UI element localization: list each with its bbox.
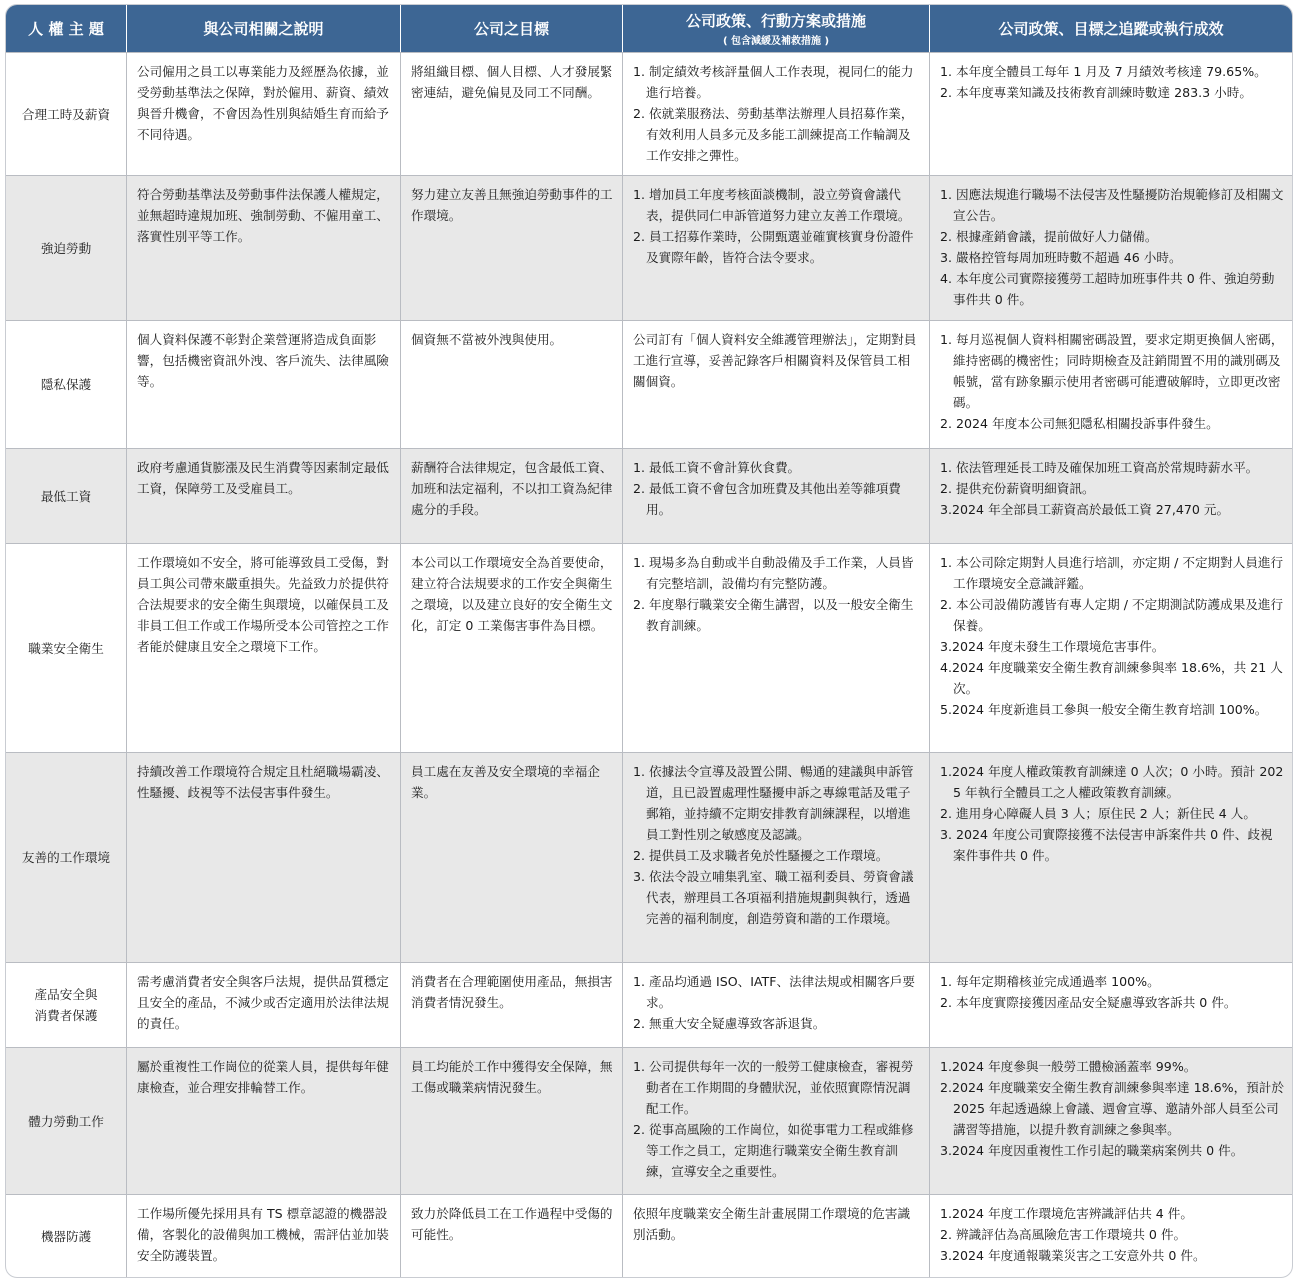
results-item: 1.2024 年度工作環境危害辨識評估共 4 件。 [940,1206,1193,1221]
header-topic: 人 權 主 題 [6,5,126,52]
results-item: 2. 本年度專業知識及技術教育訓練時數達 283.3 小時。 [940,85,1252,100]
goal-cell: 消費者在合理範圍使用產品，無損害消費者情況發生。 [400,962,622,1047]
goal-cell: 將組織目標、個人目標、人才發展緊密連結，避免偏見及同工不同酬。 [400,52,622,175]
topic-label: 機器防護 [40,1228,92,1244]
results-cell [929,1047,1292,1194]
results-item: 2. 根據產銷會議，提前做好人力儲備。 [940,229,1158,244]
results-item: 3.2024 年度未發生工作環境危害事件。 [940,639,1165,654]
policy-list [633,1203,921,1245]
goal-cell: 薪酬符合法律規定，包含最低工資、加班和法定福利，不以扣工資為紀律處分的手段。 [400,448,622,543]
results-item: 1.2024 年度人權政策教育訓練達 0 人次；0 小時。預計 2025 年執行全體員工之人權政策教育訓練。 [940,764,1284,800]
policy-list [633,1056,921,1182]
policy-cell [622,543,929,752]
header-policy-subtitle: ( 包含減緩及補救措施 ) [722,36,830,47]
goal-cell: 員工處在友善及安全環境的幸福企業。 [400,752,622,962]
policy-item: 1. 最低工資不會計算伙食費。 [633,460,801,475]
policy-list [633,971,921,1034]
topic-cell [6,543,126,752]
results-list [940,552,1284,720]
results-list [940,1056,1284,1161]
description-cell: 符合勞動基準法及勞動事件法保護人權規定，並無超時違規加班、強制勞動、不僱用童工、落實性別平等工作。 [126,175,400,320]
policy-list [633,329,921,392]
results-item: 3. 2024 年度公司實際接獲不法侵害申訴案件共 0 件、歧視案件事件共 0 件。 [940,827,1273,863]
results-item: 3.2024 年度通報職業災害之工安意外共 0 件。 [940,1248,1206,1263]
policy-list [633,184,921,268]
table-row [6,962,1292,1047]
policy-item: 依照年度職業安全衛生計畫展開工作環境的危害識別活動。 [633,1206,911,1242]
policy-item: 2. 最低工資不會包含加班費及其他出差等雜項費用。 [633,481,901,517]
topic-label: 合理工時及薪資 [21,106,111,122]
policy-list [633,457,921,520]
results-item: 2. 本年度實際接獲因產品安全疑慮導致客訴共 0 件。 [940,995,1237,1010]
description-cell: 個人資料保護不彰對企業營運將造成負面影響，包括機密資訊外洩、客戶流失、法律風險等。 [126,320,400,448]
results-item: 4. 本年度公司實際接獲勞工超時加班事件共 0 件、強迫勞動事件共 0 件。 [940,271,1275,307]
header-policy [622,5,929,52]
policy-cell [622,175,929,320]
policy-item: 3. 依法令設立哺集乳室、職工福利委員、勞資會議代表，辦理員工各項福利措施規劃與執行，透過完善的福利制度，創造勞資和諧的工作環境。 [633,869,914,926]
policy-item: 2. 員工招募作業時，公開甄選並確實核實身份證件及實際年齡，皆符合法令要求。 [633,229,914,265]
results-item: 2. 2024 年度本公司無犯隱私相關投訴事件發生。 [940,416,1219,431]
results-cell [929,962,1292,1047]
human-rights-table-container [5,4,1291,1278]
results-item: 2.2024 年度職業安全衛生教育訓練參與率達 18.6%，預計於 2025 年起透過線上會議、週會宣導、邀請外部人員至公司講習等措施，以提升教育訓練之參與率。 [940,1080,1284,1137]
topic-cell [6,1194,126,1277]
results-item: 1.2024 年度參與一般勞工體檢涵蓋率 99%。 [940,1059,1197,1074]
policy-item: 1. 現場多為自動或半自動設備及手工作業，人員皆有完整培訓，設備均有完整防護。 [633,555,914,591]
results-cell [929,52,1292,175]
topic-label: 最低工資 [40,488,92,504]
header-description: 與公司相關之說明 [126,5,400,52]
topic-label: 友善的工作環境 [21,850,111,865]
table-row [6,752,1292,962]
results-item: 3. 嚴格控管每周加班時數不超過 46 小時。 [940,250,1182,265]
goal-cell: 努力建立友善且無強迫勞動事件的工作環境。 [400,175,622,320]
topic-label: 產品安全與 消費者保護 [34,987,98,1023]
policy-item: 2. 從事高風險的工作崗位，如從事電力工程或維修等工作之員工，定期進行職業安全衛生教育訓練，宣導安全之重要性。 [633,1122,914,1179]
table-header-row [6,5,1292,52]
results-item: 2. 進用身心障礙人員 3 人；原住民 2 人；新住民 4 人。 [940,806,1256,821]
policy-cell [622,962,929,1047]
header-results: 公司政策、目標之追蹤或執行成效 [929,5,1292,52]
description-cell: 持續改善工作環境符合規定且杜絕職場霸凌、性騷擾、歧視等不法侵害事件發生。 [126,752,400,962]
goal-cell: 個資無不當被外洩與使用。 [400,320,622,448]
policy-item: 2. 年度舉行職業安全衛生講習，以及一般安全衛生教育訓練。 [633,597,914,633]
topic-cell [6,320,126,448]
topic-cell [6,962,126,1047]
topic-label: 體力勞動工作 [28,1113,104,1129]
results-cell [929,320,1292,448]
policy-list [633,552,921,636]
results-list [940,329,1284,434]
results-item: 1. 因應法規進行職場不法侵害及性騷擾防治規範修訂及相關文宣公告。 [940,187,1284,223]
topic-cell [6,1047,126,1194]
topic-label: 隱私保護 [40,377,92,392]
policy-cell [622,1194,929,1277]
results-list [940,61,1284,103]
policy-item: 1. 產品均通過 ISO、IATF、法律法規或相關客戶要求。 [633,974,916,1010]
table-row [6,52,1292,175]
results-item: 1. 每月巡視個人資料相關密碼設置，要求定期更換個人密碼，維持密碼的機密性；同時期檢查及註銷閒置不用的識別碼及帳號，當有跡象顯示使用者密碼可能遭破解時，立即更改密碼。 [940,332,1284,410]
topic-label: 職業安全衛生 [28,640,104,656]
results-cell [929,175,1292,320]
policy-item: 1. 公司提供每年一次的一般勞工健康檢查，審視勞動者在工作期間的身體狀況，並依照實際情況調配工作。 [633,1059,914,1116]
results-cell [929,543,1292,752]
policy-list [633,761,921,929]
policy-list [633,61,921,166]
policy-item: 1. 增加員工年度考核面談機制，設立勞資會議代表，提供同仁申訴管道努力建立友善工作環境。 [633,187,911,223]
human-rights-table [5,4,1293,1278]
description-cell: 工作場所優先採用具有 TS 標章認證的機器設備，客製化的設備與加工機械，需評估並加裝安全防護裝置。 [126,1194,400,1277]
table-row [6,320,1292,448]
description-cell: 公司僱用之員工以專業能力及經歷為依據，並受勞動基準法之保障，對於僱用、薪資、績效與晉升機會，不會因為性別與結婚生育而給予不同待遇。 [126,52,400,175]
table-row [6,1194,1292,1277]
results-list [940,184,1284,310]
table-row [6,175,1292,320]
results-item: 5.2024 年度新進員工參與一般安全衛生教育培訓 100%。 [940,702,1268,717]
results-item: 4.2024 年度職業安全衛生教育訓練參與率 18.6%，共 21 人次。 [940,660,1283,696]
results-item: 1. 依法管理延長工時及確保加班工資高於常規時薪水平。 [940,460,1259,475]
description-cell: 需考慮消費者安全與客戶法規，提供品質穩定且安全的產品，不減少或否定適用於法律法規的責任。 [126,962,400,1047]
results-item: 2. 辨識評估為高風險危害工作環境共 0 件。 [940,1227,1187,1242]
results-cell [929,752,1292,962]
header-goal: 公司之目標 [400,5,622,52]
results-item: 1. 本年度全體員工每年 1 月及 7 月績效考核達 79.65%。 [940,64,1267,79]
goal-cell: 本公司以工作環境安全為首要使命，建立符合法規要求的工作安全與衛生之環境，以及建立良好的安全衛生文化，訂定 0 工業傷害事件為目標。 [400,543,622,752]
table-row [6,1047,1292,1194]
results-item: 1. 每年定期稽核並完成通過率 100%。 [940,974,1160,989]
table-row [6,448,1292,543]
results-item: 3.2024 年全部員工薪資高於最低工資 27,470 元。 [940,502,1230,517]
topic-cell [6,175,126,320]
results-list [940,971,1284,1013]
results-item: 2. 本公司設備防護皆有專人定期 / 不定期測試防護成果及進行保養。 [940,597,1284,633]
description-cell: 工作環境如不安全，將可能導致員工受傷，對員工與公司帶來嚴重損失。先益致力於提供符合法規要求的安全衛生與環境，以確保員工及非員工但工作或工作場所受本公司管控之工作者能於健康且安全之環境下工作。 [126,543,400,752]
policy-item: 2. 提供員工及求職者免於性騷擾之工作環境。 [633,848,889,863]
policy-cell [622,1047,929,1194]
policy-cell [622,52,929,175]
policy-item: 2. 無重大安全疑慮導致客訴退貨。 [633,1016,826,1031]
topic-cell [6,448,126,543]
results-item: 2. 提供充份薪資明細資訊。 [940,481,1095,496]
results-cell [929,1194,1292,1277]
policy-item: 1. 依據法令宣導及設置公開、暢通的建議與申訴管道，且已設置處理性騷擾申訴之專線電話及電子郵箱，並持續不定期安排教育訓練課程，以增進員工對性別之敏感度及認識。 [633,764,914,842]
goal-cell: 致力於降低員工在工作過程中受傷的可能性。 [400,1194,622,1277]
policy-item: 公司訂有「個人資料安全維護管理辦法」，定期對員工進行宣導，妥善記錄客戶相關資料及保管員工相關個資。 [633,332,917,389]
results-cell [929,448,1292,543]
results-item: 3.2024 年度因重複性工作引起的職業病案例共 0 件。 [940,1143,1244,1158]
topic-cell [6,752,126,962]
policy-cell [622,320,929,448]
topic-label: 強迫勞動 [40,240,92,256]
results-list [940,1203,1284,1266]
topic-cell [6,52,126,175]
table-body [6,52,1292,1277]
policy-cell [622,752,929,962]
policy-cell [622,448,929,543]
policy-item: 2. 依就業服務法、勞動基準法辦理人員招募作業，有效利用人員多元及多能工訓練提高工作輪調及工作安排之彈性。 [633,106,914,163]
description-cell: 政府考慮通貨膨漲及民生消費等因素制定最低工資，保障勞工及受雇員工。 [126,448,400,543]
policy-item: 1. 制定績效考核評量個人工作表現，視同仁的能力進行培養。 [633,64,914,100]
table-row [6,543,1292,752]
results-item: 1. 本公司除定期對人員進行培訓，亦定期 / 不定期對人員進行工作環境安全意識評鑑。 [940,555,1284,591]
header-policy-title: 公司政策、行動方案或措施 [685,12,866,30]
description-cell: 屬於重複性工作崗位的從業人員，提供每年健康檢查，並合理安排輪替工作。 [126,1047,400,1194]
results-list [940,761,1284,866]
goal-cell: 員工均能於工作中獲得安全保障，無工傷或職業病情況發生。 [400,1047,622,1194]
results-list [940,457,1284,520]
